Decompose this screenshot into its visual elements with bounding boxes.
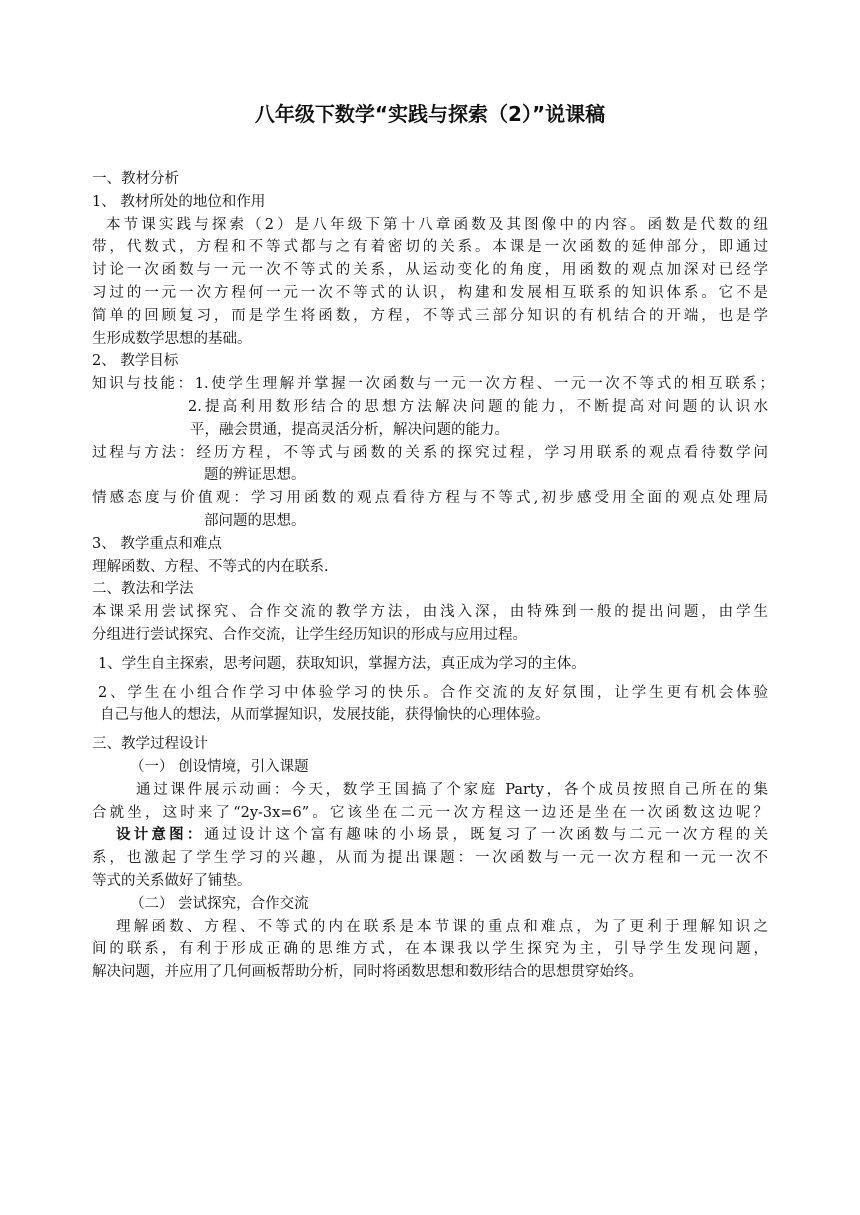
- section-heading-2: 二、教法和学法: [92, 581, 194, 598]
- goal-knowledge-line: 平，融会贯通，提高灵活分析，解决问题的能力。: [190, 421, 509, 438]
- paragraph-line: 习过的一元一次方程何一元一次不等式的认识，构建和发展相互联系的知识体系。它不是: [92, 284, 768, 301]
- goal-knowledge-line: 2.提高利用数形结合的思想方法解决问题的能力，不断提高对问题的认识水: [188, 398, 768, 415]
- list-item: 1、学生自主探索，思考问题，获取知识，掌握方法，真正成为学习的主体。: [98, 655, 586, 672]
- paragraph-line: 解决问题，并应用了几何画板帮助分析，同时将函数思想和数形结合的思想贯穿始终。: [92, 964, 643, 981]
- subsection-heading-3-1: （一） 创设情境，引入课题: [130, 758, 309, 775]
- subsection-heading-1-1: 1、 教材所处的地位和作用: [92, 193, 266, 210]
- list-item: 自己与他人的想法，从而掌握知识，发展技能，获得愉快的心理体验。: [100, 707, 550, 724]
- paragraph-line: 简单的回顾复习，而是学生将函数，方程，不等式三部分知识的有机结合的开端，也是学: [92, 307, 768, 324]
- goal-process-line: 题的辨证思想。: [204, 467, 306, 484]
- paragraph-line: 分组进行尝试探究、合作交流，让学生经历知识的形成与应用过程。: [92, 626, 527, 643]
- section-heading-3: 三、教学过程设计: [92, 736, 208, 753]
- paragraph-line: 生形成数学思想的基础。: [92, 330, 252, 347]
- paragraph-line: 理解函数、方程、不等式的内在联系.: [92, 558, 329, 575]
- paragraph-line: 系，也激起了学生学习的兴趣，从而为提出课题：一次函数与一元一次方程和一元一次不: [92, 850, 768, 867]
- document-body: [92, 168, 774, 984]
- paragraph-line: 带，代数式，方程和不等式都与之有着密切的关系。本课是一次函数的延伸部分，即通过: [92, 239, 768, 256]
- paragraph-line: 通过课件展示动画：今天，数学王国搞了个家庭 Party，各个成员按照自己所在的集: [136, 781, 768, 798]
- section-heading-1: 一、教材分析: [92, 171, 179, 187]
- goal-knowledge-line: 知识与技能：1.使学生理解并掌握一次函数与一元一次方程、一元一次不等式的相互联系；: [92, 376, 774, 393]
- subsection-heading-1-3: 3、 教学重点和难点: [92, 535, 222, 552]
- list-item: 2、学生在小组合作学习中体验学习的快乐。合作交流的友好氛围，让学生更有机会体验: [98, 684, 768, 701]
- paragraph-line: 本课采用尝试探究、合作交流的教学方法，由浅入深，由特殊到一般的提出问题，由学生: [92, 604, 768, 621]
- paragraph-line: 讨论一次函数与一元一次不等式的关系，从运动变化的角度，用函数的观点加深对已经学: [92, 262, 768, 279]
- paragraph-line: 合就坐，这时来了“2y-3x=6”。它该坐在二元一次方程这一边还是坐在一次函数这边呢？: [92, 804, 768, 821]
- design-intent-label: 设计意图：: [116, 826, 205, 844]
- goal-attitude-line: 部问题的思想。: [204, 512, 306, 529]
- subsection-heading-1-2: 2、 教学目标: [92, 353, 179, 370]
- document-title: 八年级下数学“实践与探索（2）”说课稿: [254, 102, 606, 126]
- subsection-heading-3-2: （二） 尝试探究，合作交流: [130, 895, 309, 912]
- paragraph-line: 间的联系，有利于形成正确的思维方式，在本课我以学生探究为主，引导学生发现问题，: [92, 941, 768, 958]
- design-intent-line: [92, 824, 768, 847]
- paragraph-line: 等式的关系做好了铺垫。: [92, 872, 252, 889]
- design-intent-text: 通过设计这个富有趣味的小场景，既复习了一次函数与二元一次方程的关: [204, 827, 769, 844]
- paragraph-line: 本节课实践与探索（2）是八年级下第十八章函数及其图像中的内容。函数是代数的纽: [106, 216, 768, 233]
- goal-process-line: 过程与方法：经历方程，不等式与函数的关系的探究过程，学习用联系的观点看待数学问: [92, 444, 768, 461]
- goal-attitude-line: 情感态度与价值观：学习用函数的观点看待方程与不等式,初步感受用全面的观点处理局: [92, 490, 768, 507]
- paragraph-line: 理解函数、方程、不等式的内在联系是本节课的重点和难点，为了更利于理解知识之: [116, 918, 768, 935]
